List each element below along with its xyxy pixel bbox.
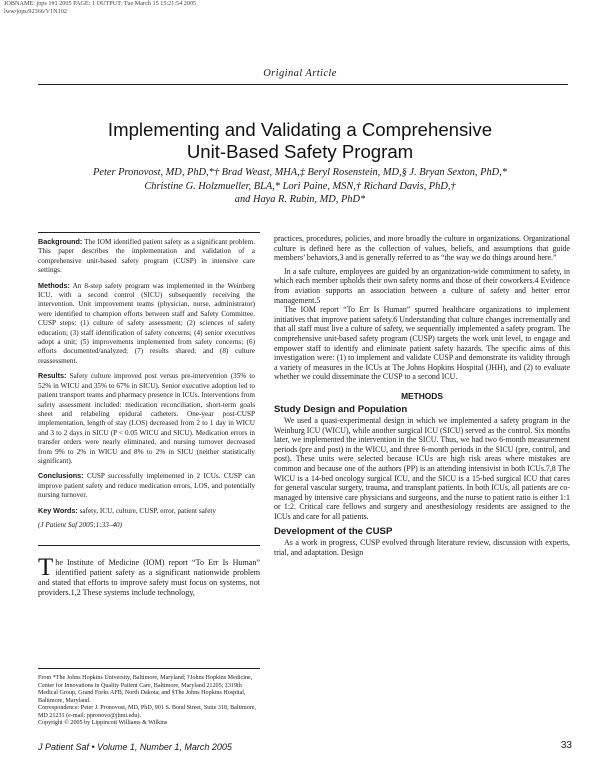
- conclusions-label: Conclusions:: [38, 471, 84, 481]
- drop-cap: T: [38, 554, 54, 581]
- job-header: [4, 0, 196, 15]
- body-paragraph-4: We used a quasi-experimental design in which we implemented a safety program in the Weinburg ICU (WICU), while another surgical ICU (SICU) served as the control. Six months later, we implemented the intervention in the SICU. Thus, we had two 6-month measurement periods (pre and post) in the WICU, and three 6-month periods in the SICU (pre, control, and post). These units were selected because ICUs are high risk areas where mistakes are common and because one of the authors (PP) is an attending intensivist in both ICUs.7,8 The WICU is a 14-bed oncology surgical ICU, and the SICU is a 15-bed surgical ICU that cares for general vascular surgery, trauma, and transplant patients. In both ICUs, all patients are co-managed by intensive care physicians and surgeons, and the nurse to patient ratio is either 1:1 or 1:2. Critical care fellows and surgery and anesthesiology residents are assigned to the ICUs and care for all patients.: [274, 416, 571, 522]
- abstract: [38, 237, 255, 535]
- right-column: [274, 234, 570, 562]
- abstract-conclusions: [38, 471, 255, 500]
- abstract-background: [38, 237, 255, 276]
- abstract-bottom-rule: [38, 545, 260, 546]
- article-title: [40, 119, 560, 163]
- body-paragraph-1: practices, procedures, policies, and more broadly the culture in organizations. Organizational culture is defined here as the collection of values, beliefs, and assumptions that guide members’ behaviors,3 and is generally referred to as “the way we do things around here.”: [274, 234, 570, 263]
- keywords-text: safety, ICU, culture, CUSP, error, patient safety: [79, 506, 216, 515]
- authors-line-2: Christine G. Holzmueller, BLA,* Lori Paine, MSN,† Richard Davis, PhD,†: [144, 180, 456, 192]
- methods-label: Methods:: [38, 280, 70, 290]
- body-paragraph-2: In a safe culture, employees are guided by an organization-wide commitment to safety, in which each member upholds their own safety norms and those of their coworkers.4 Evidence from aviation supports an association between a culture of safety and better error management.5: [274, 266, 570, 305]
- keywords-label: Key Words:: [38, 505, 78, 515]
- methods-heading: METHODS: [401, 390, 443, 401]
- intro-text: he Institute of Medicine (IOM) report “To Err Is Human” identified patient safety as a significant nationwide problem and stated that efforts to improve safety must focus on systems, not providers.1,2 These systems include technology,: [38, 558, 260, 597]
- background-text: The IOM identified patient safety as a significant problem. This paper describes the implementation and validation of a comprehensive unit-based safety program (CUSP) in intensive care settings.: [38, 238, 255, 275]
- copyright: Copyright © 2005 by Lippincott Williams & Wilkins: [38, 720, 168, 726]
- journal-footer: J Patient Saf • Volume 1, Number 1, March 2005: [38, 742, 232, 752]
- results-text: Safety culture improved post versus pre-intervention (35% to 52% in WICU and 35% to 67% in SICU). Senior executive adoption led to patient transport teams and pharmacy presence in ICUs. Interventions from safety assessment included: medication reconciliation, short-term goals sheet and relabeling epidural catheters. One-year post-CUSP implementation, length of stay (LOS) decreased from 2 to 1 day in WICU and 3 to 2 days in SICU (P < 0.05 WICU and SICU). Medication errors in transfer orders were nearly eliminated, and nursing turnover decreased from 9% to 2% in WICU and 8% to 2% in SICU (neither statistically significant).: [38, 372, 256, 465]
- intro-paragraph: [38, 554, 260, 598]
- study-design-heading: Study Design and Population: [274, 403, 408, 415]
- correspondence: Correspondence: Peter J. Pronovost, MD, PhD, 901 S. Bond Street, Suite 318, Baltimore, MD 21231 (e-mail: ppronovo@jhmi.edu).: [38, 705, 257, 719]
- path-line: lww/jops/92366/V1N102: [4, 7, 67, 15]
- development-heading: Development of the CUSP: [274, 525, 393, 537]
- author-list: [40, 166, 560, 207]
- authors-line-3: and Haya R. Rubin, MD, PhD*: [234, 194, 366, 206]
- footnote: [38, 675, 260, 728]
- authors-line-1: Peter Pronovost, MD, PhD,*† Brad Weast, MHA,‡ Beryl Rosenstein, MD,§ J. Bryan Sexton, PhD,*: [93, 167, 507, 178]
- abstract-results: [38, 371, 255, 466]
- abstract-keywords: [38, 506, 255, 516]
- article-type: Original Article: [263, 68, 337, 79]
- abstract-top-rule: [38, 232, 260, 233]
- title-line-2: Unit-Based Safety Program: [186, 141, 414, 162]
- footnote-rule: [38, 668, 260, 669]
- body-paragraph-5: As a work in progress, CUSP evolved through literature review, discussion with experts, trial, and adaptation. Design: [274, 538, 570, 557]
- page-number: 33: [560, 740, 572, 751]
- job-line: JOBNAME: jops 1#1 2005 PAGE: 1 OUTPUT: Tue March 15 15:21:54 2005: [4, 0, 197, 7]
- citation: (J Patient Saf 2005;1:33–40): [38, 520, 123, 529]
- title-line-1: Implementing and Validating a Comprehensive: [107, 119, 493, 140]
- methods-text: An 8-step safety program was implemented in the Weinberg ICU, with a second control (SICU) subsequently receiving the intervention. Unit improvement teams (physician, nurse, administrator) were identified to champion efforts between staff and Safety Committee. CUSP steps: (1) culture of safety assessment; (2) sciences of safety education; (3) staff identification of safety concerns; (4) senior executives adopt a unit; (5) improvements implemented from safety concerns; (6) efforts documented/analyzed; (7) results shared; and (8) culture reassessment.: [38, 281, 255, 365]
- affiliations: From *The Johns Hopkins University, Baltimore, Maryland; †Johns Hopkins Medicine, Center for Innovations in Quality Patient Care, Baltimore, Maryland 21205; ‡319th Medical Group, Grand Forks AFB, North Dakota; and §The Johns Hopkins Hospital, Baltimore, Maryland.: [38, 675, 253, 704]
- body-paragraph-3: The IOM report “To Err Is Human” spurred healthcare organizations to implement initiatives that improve patient safety.6 Understanding that culture changes incrementally and that all staff must live a culture of safety, we sequentially implemented a safety program. The comprehensive unit-based safety program (CUSP) targets the work unit level, to engage and empower staff to identify and eliminate patient safety hazards. The specific aims of this investigation were: (1) to implement and validate CUSP and demonstrate its validity through a variety of measures in the ICUs at The Johns Hopkins Hospital (JHH), and (2) to evaluate whether we could disseminate the CUSP to a second ICU.: [274, 305, 570, 382]
- background-label: Background:: [38, 237, 83, 246]
- conclusions-text: CUSP successfully implemented in 2 ICUs. CUSP can improve patient safety and reduce medication errors, LOS, and potentially nursing turnover.: [38, 472, 255, 500]
- header-rule: [38, 84, 568, 85]
- results-label: Results:: [38, 371, 67, 381]
- abstract-methods: [38, 281, 255, 367]
